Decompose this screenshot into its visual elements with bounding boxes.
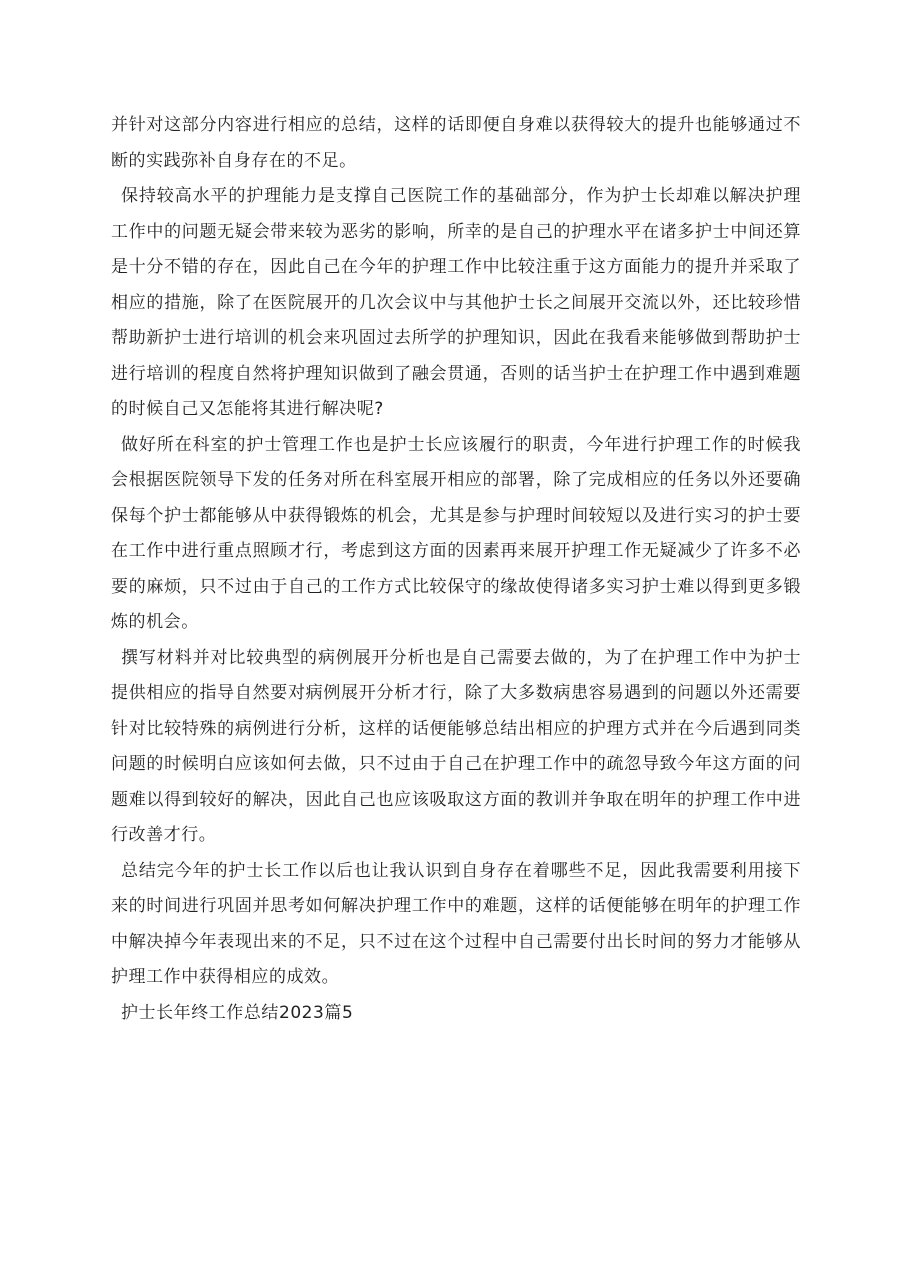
section-heading: 护士长年终工作总结2023篇5 xyxy=(121,1002,354,1023)
paragraph-continuation: 并针对这部分内容进行相应的总结，这样的话即便自身难以获得较大的提升也能够通过不断的实践弥补自身存在的不足。 xyxy=(111,115,801,171)
document-body xyxy=(111,108,801,1031)
paragraph-nurse-management: 做好所在科室的护士管理工作也是护士长应该履行的职责，今年进行护理工作的时候我会根据医院领导下发的任务对所在科室展开相应的部署，除了完成相应的任务以外还要确保每个护士都能够从中获得锻炼的机会，尤其是参与护理时间较短以及进行实习的护士要在工作中进行重点照顾才行，考虑到这方面的因素再来展开护理工作无疑减少了许多不必要的麻烦，只不过由于自己的工作方式比较保守的缘故使得诸多实习护士难以得到更多锻炼的机会。 xyxy=(111,434,801,632)
paragraph-summary: 总结完今年的护士长工作以后也让我认识到自身存在着哪些不足，因此我需要利用接下来的时间进行巩固并思考如何解决护理工作中的难题，这样的话便能够在明年的护理工作中解决掉今年表现出来的不足，只不过在这个过程中自己需要付出长时间的努力才能够从护理工作中获得相应的成效。 xyxy=(111,860,801,987)
paragraph-nursing-ability: 保持较高水平的护理能力是支撑自己医院工作的基础部分，作为护士长却难以解决护理工作中的问题无疑会带来较为恶劣的影响，所幸的是自己的护理水平在诸多护士中间还算是十分不错的存在，因此自己在今年的护理工作中比较注重于这方面能力的提升并采取了相应的措施，除了在医院展开的几次会议中与其他护士长之间展开交流以外，还比较珍惜帮助新护士进行培训的机会来巩固过去所学的护理知识，因此在我看来能够做到帮助护士进行培训的程度自然将护理知识做到了融会贯通，否则的话当护士在护理工作中遇到难题的时候自己又怎能将其进行解决呢? xyxy=(111,186,801,419)
paragraph-case-analysis: 撰写材料并对比较典型的病例展开分析也是自己需要去做的，为了在护理工作中为护士提供相应的指导自然要对病例展开分析才行，除了大多数病患容易遇到的问题以外还需要针对比较特殊的病例进行分析，这样的话便能够总结出相应的护理方式并在今后遇到同类问题的时候明白应该如何去做，只不过由于自己在护理工作中的疏忽导致今年这方面的问题难以得到较好的解决，因此自己也应该吸取这方面的教训并争取在明年的护理工作中进行改善才行。 xyxy=(111,647,801,845)
